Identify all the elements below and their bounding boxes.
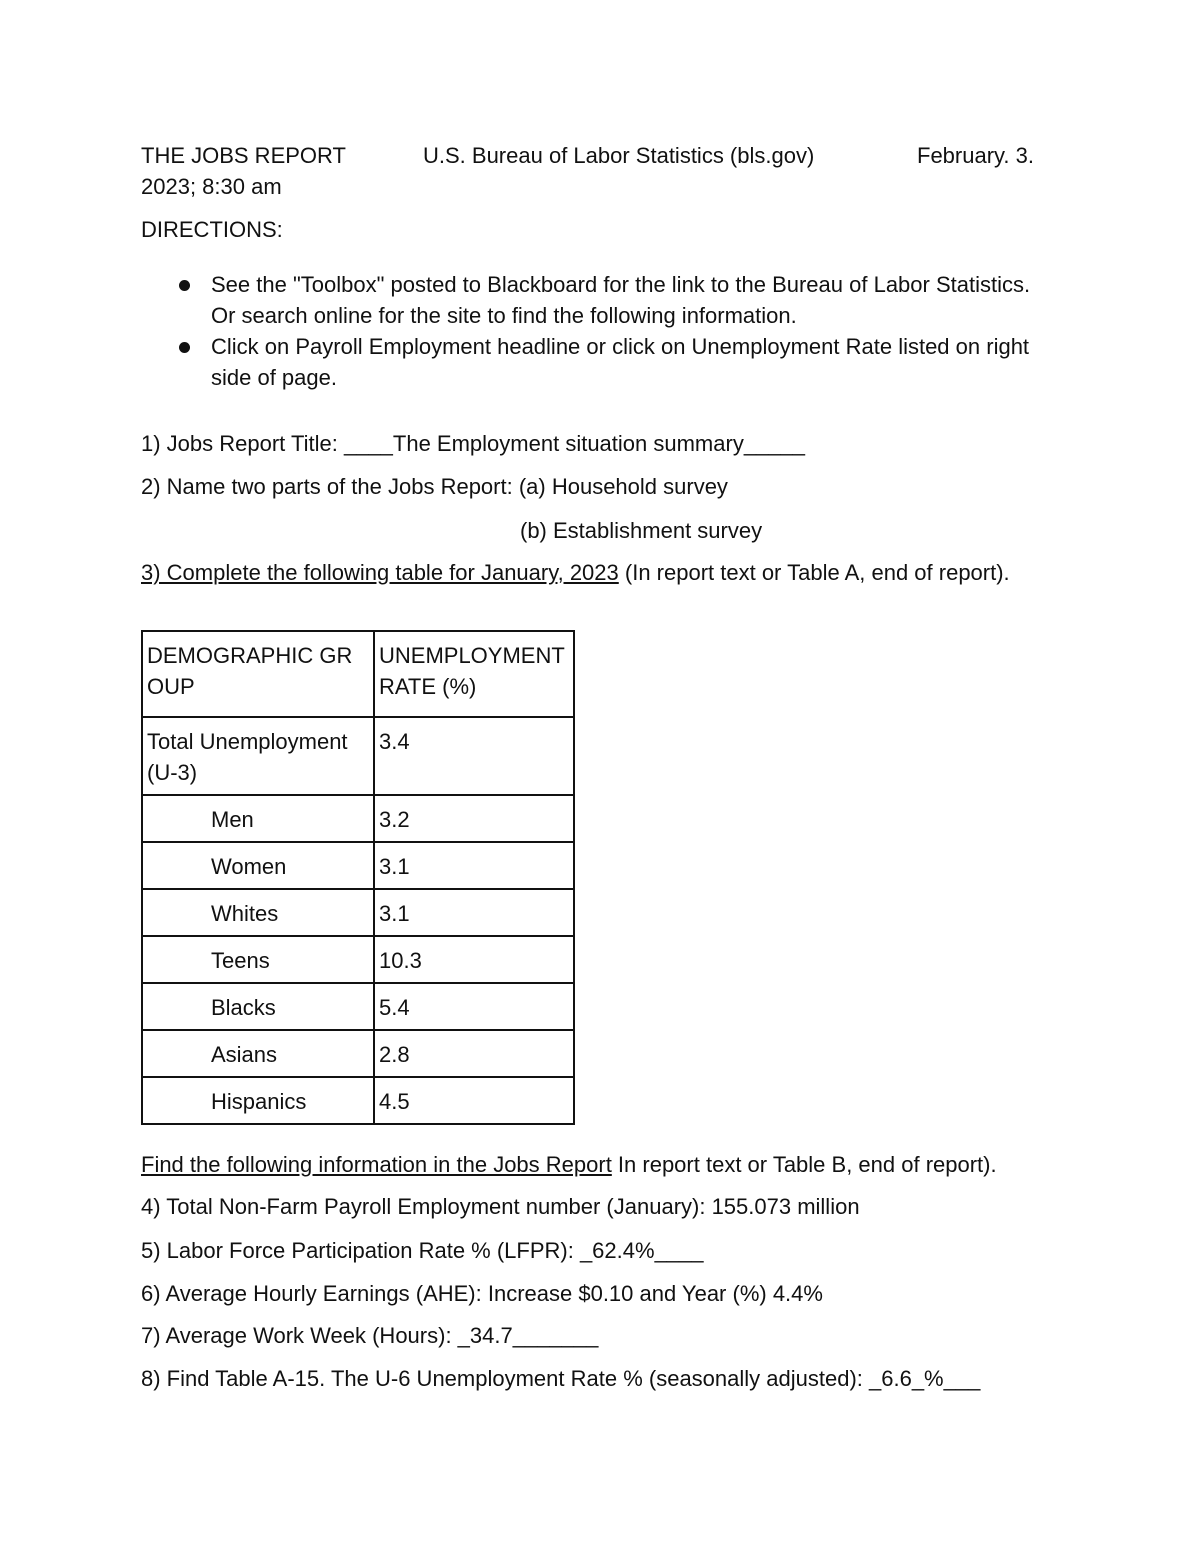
table-cell-rate: 3.1 [374, 842, 574, 889]
table-row [142, 1030, 574, 1077]
question-3-rest: (In report text or Table A, end of report). [618, 560, 1010, 585]
question-6: 6) Average Hourly Earnings (AHE): Increase $0.10 and Year (%) 4.4% [141, 1281, 823, 1306]
table-row [142, 983, 574, 1030]
table-cell-rate: 5.4 [374, 983, 574, 1030]
report-date: February. 3. [917, 143, 1034, 168]
bullet-icon [179, 342, 190, 353]
find-instructions [141, 1149, 997, 1180]
table-row [142, 717, 574, 795]
table-cell-group: Women [142, 842, 374, 889]
table-cell-rate: 3.2 [374, 795, 574, 842]
table-cell-group: Total Unemployment (U-3) [142, 717, 374, 795]
table-cell-rate: 10.3 [374, 936, 574, 983]
table-row [142, 1077, 574, 1124]
question-2: 2) Name two parts of the Jobs Report: (a) Household survey [141, 474, 728, 499]
question-3-underlined: 3) Complete the following table for January, 2023 [141, 560, 619, 585]
report-date-time: 2023; 8:30 am [141, 174, 282, 199]
question-8: 8) Find Table A-15. The U-6 Unemployment Rate % (seasonally adjusted): _6.6_%___ [141, 1366, 981, 1391]
table-cell-rate: 4.5 [374, 1077, 574, 1124]
table-header-row [142, 631, 574, 717]
bullet-icon [179, 280, 190, 291]
directions-item [141, 269, 1041, 331]
table-cell-group: Men [142, 795, 374, 842]
question-4: 4) Total Non-Farm Payroll Employment number (January): 155.073 million [141, 1194, 860, 1219]
question-5: 5) Labor Force Participation Rate % (LFPR): _62.4%____ [141, 1238, 704, 1263]
table-cell-rate: 3.1 [374, 889, 574, 936]
question-2-part-b: (b) Establishment survey [520, 518, 763, 543]
directions-label: DIRECTIONS: [141, 217, 283, 242]
report-source: U.S. Bureau of Labor Statistics (bls.gov) [423, 143, 815, 168]
directions-list [141, 269, 1041, 393]
unemployment-table [141, 630, 575, 1125]
directions-item-text: Click on Payroll Employment headline or click on Unemployment Rate listed on right side of page. [211, 334, 1030, 390]
directions-item [141, 331, 1041, 393]
table-header-group: DEMOGRAPHIC GROUP [142, 631, 374, 717]
table-row [142, 842, 574, 889]
table-cell-group: Teens [142, 936, 374, 983]
question-7: 7) Average Work Week (Hours): _34.7_______ [141, 1323, 599, 1348]
report-title: THE JOBS REPORT [141, 143, 346, 168]
table-cell-group: Whites [142, 889, 374, 936]
table-row [142, 889, 574, 936]
question-1: 1) Jobs Report Title: ____The Employment situation summary_____ [141, 431, 805, 456]
table-cell-group: Hispanics [142, 1077, 374, 1124]
question-3 [141, 557, 1061, 588]
table-header-rate: UNEMPLOYMENT RATE (%) [374, 631, 574, 717]
table-cell-rate: 3.4 [374, 717, 574, 795]
directions-item-text: See the "Toolbox" posted to Blackboard for the link to the Bureau of Labor Statistics. Or search online for the site to find the following information. [211, 272, 1031, 328]
table-cell-group: Asians [142, 1030, 374, 1077]
table-row [142, 795, 574, 842]
table-cell-group: Blacks [142, 983, 374, 1030]
find-rest: In report text or Table B, end of report). [611, 1152, 997, 1177]
table-row [142, 936, 574, 983]
find-underlined: Find the following information in the Jobs Report [141, 1152, 612, 1177]
table-cell-rate: 2.8 [374, 1030, 574, 1077]
